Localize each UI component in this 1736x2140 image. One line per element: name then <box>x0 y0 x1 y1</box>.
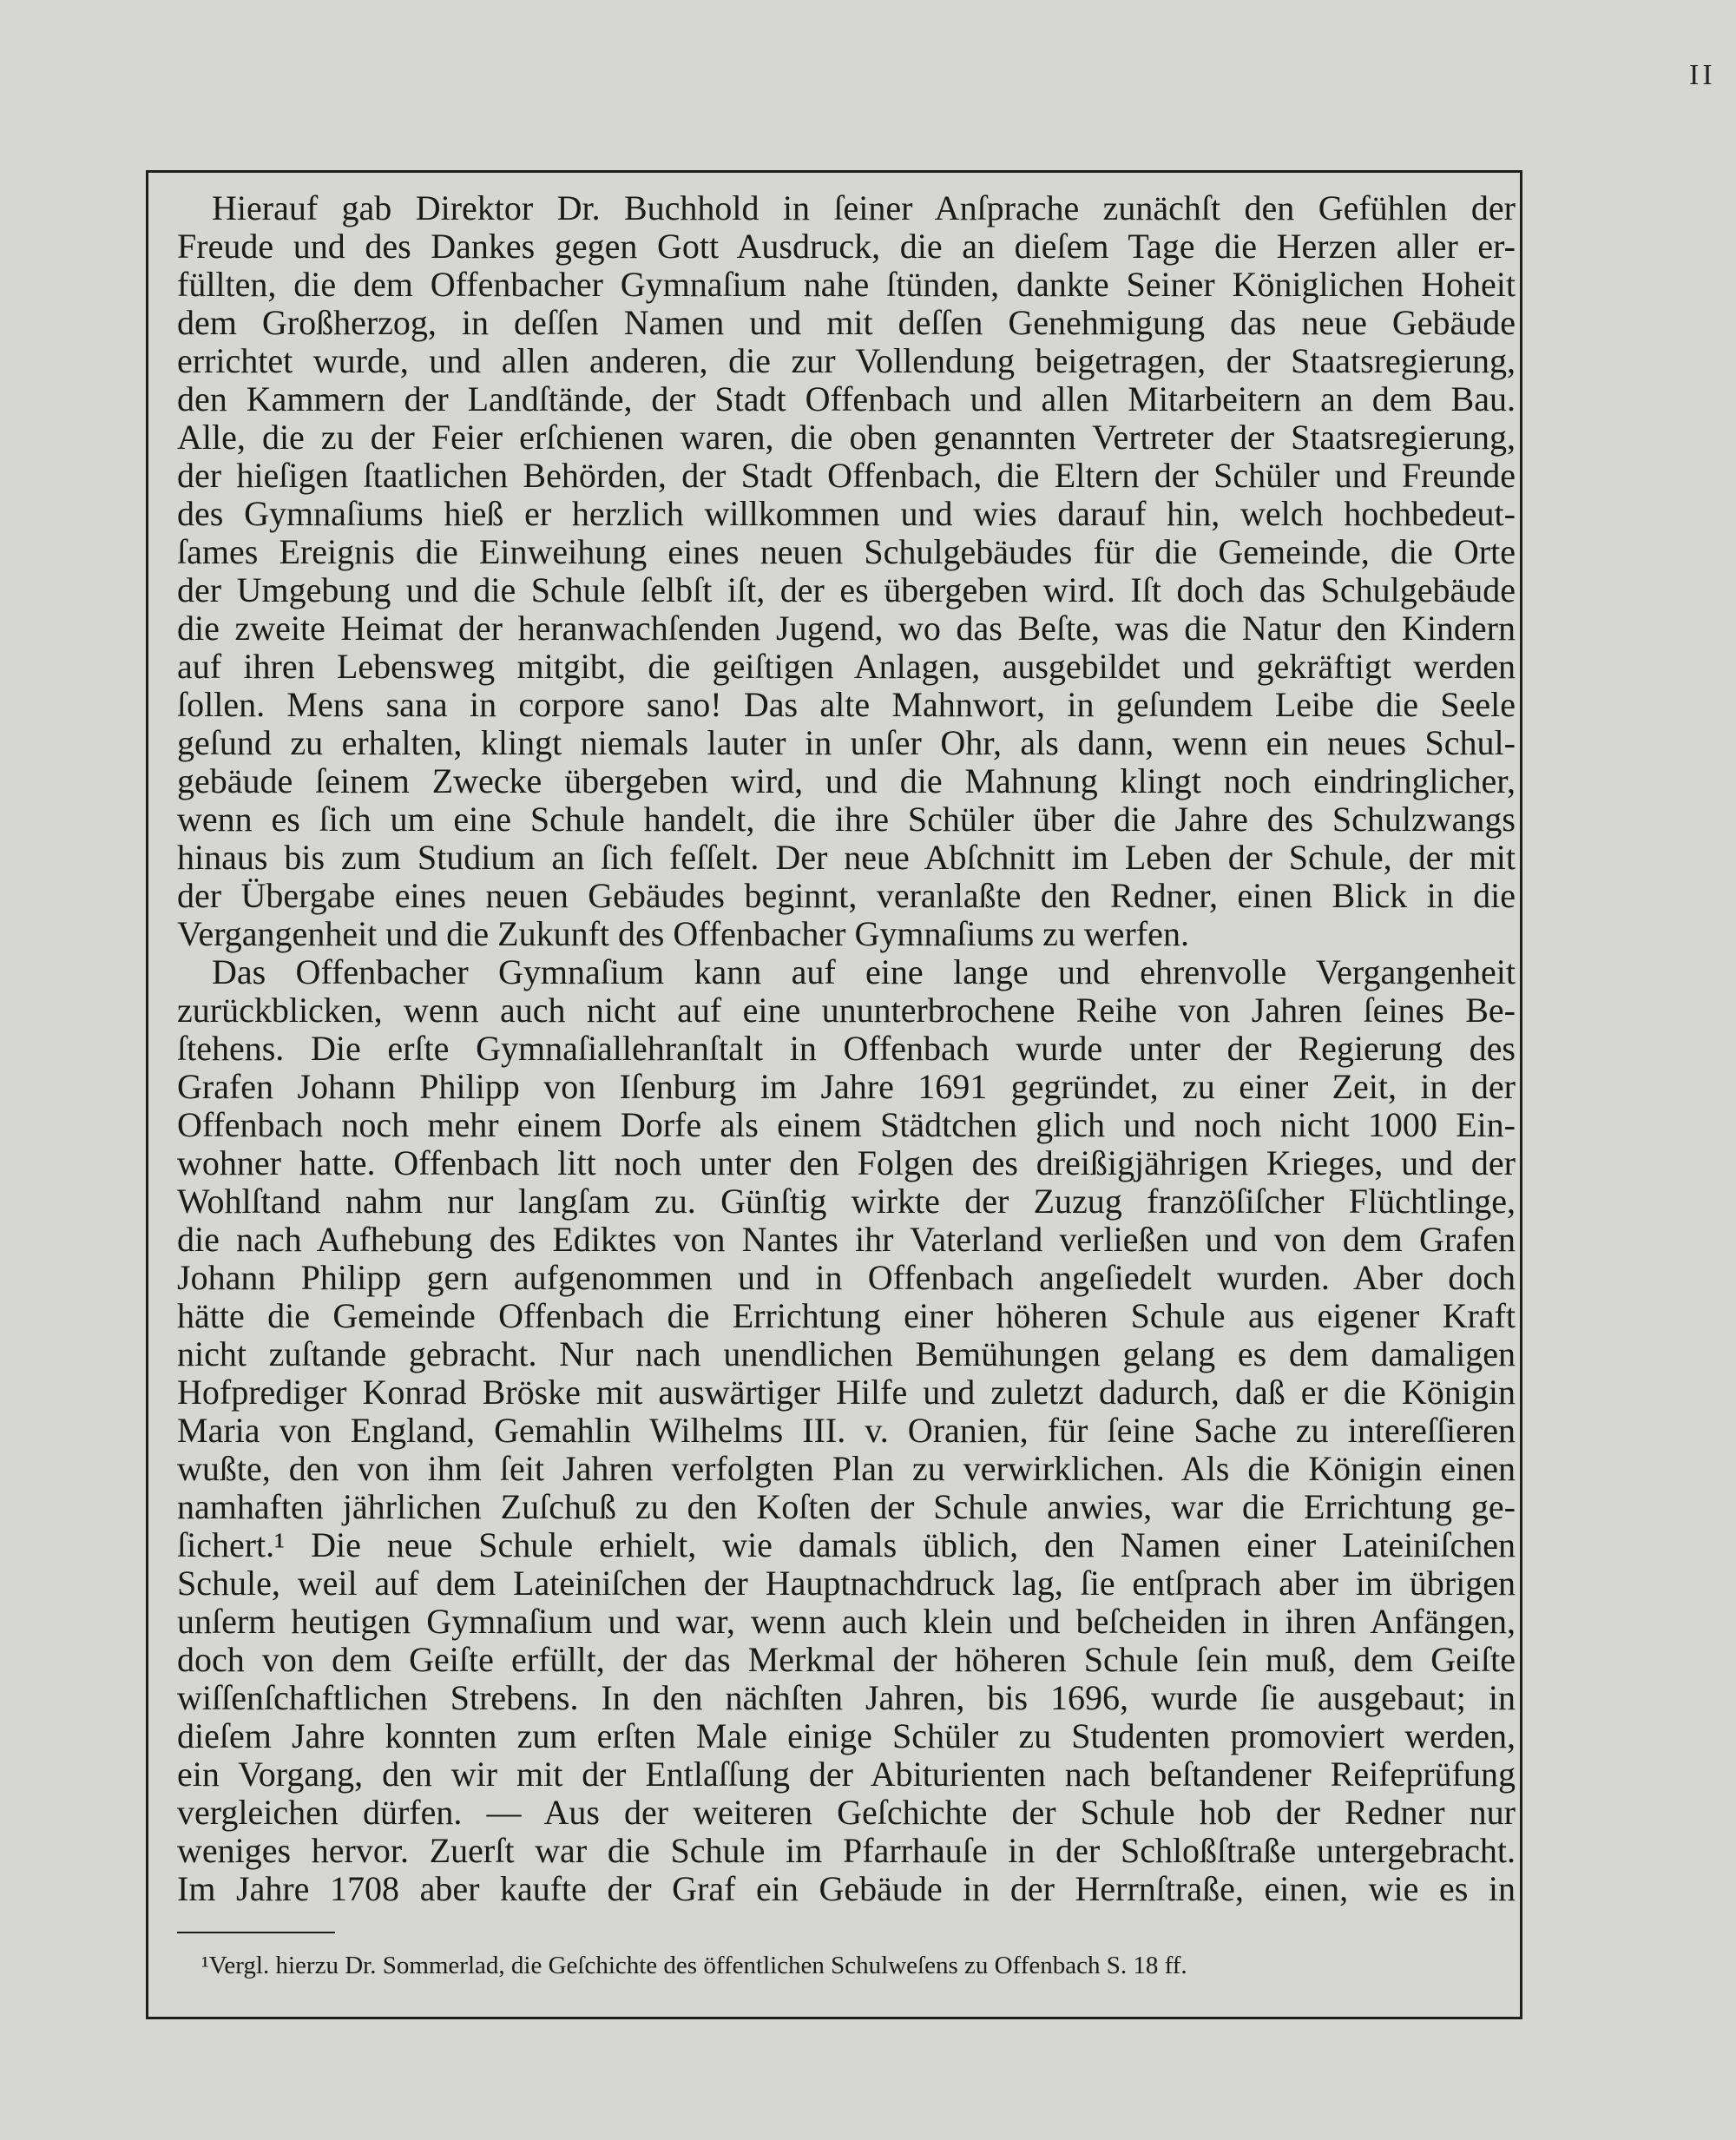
text-line: die nach Aufhebung des Ediktes von Nantes ihr Vaterland verließen und von dem Grafen <box>177 1221 1516 1259</box>
text-line: der hieſigen ſtaatlichen Behörden, der Stadt Offenbach, die Eltern der Schüler und Freunde <box>177 457 1516 495</box>
text-line: wohner hatte. Offenbach litt noch unter den Folgen des dreißigjährigen Krieges, und der <box>177 1144 1516 1182</box>
text-line: unſerm heutigen Gymnaſium und war, wenn auch klein und beſcheiden in ihren Anfängen, <box>177 1603 1516 1641</box>
text-line: Offenbach noch mehr einem Dorfe als einem Städtchen glich und noch nicht 1000 Ein- <box>177 1106 1516 1144</box>
text-line: weniges hervor. Zuerſt war die Schule im Pfarrhauſe in der Schloßſtraße untergebracht. <box>177 1832 1516 1870</box>
page-number: II <box>1689 59 1716 91</box>
footnote-rule <box>177 1932 335 1933</box>
text-line: dem Großherzog, in deſſen Namen und mit deſſen Genehmigung das neue Gebäude <box>177 304 1516 342</box>
text-line: den Kammern der Landſtände, der Stadt Offenbach und allen Mitarbeitern an dem Bau. <box>177 380 1516 418</box>
text-line: Das Offenbacher Gymnaſium kann auf eine lange und ehrenvolle Vergangenheit <box>212 953 1516 991</box>
text-line: Hierauf gab Direktor Dr. Buchhold in ſeiner Anſprache zunächſt den Gefühlen der <box>212 189 1516 227</box>
text-line: errichtet wurde, und allen anderen, die zur Vollendung beigetragen, der Staatsregierung, <box>177 342 1516 380</box>
text-line: hinaus bis zum Studium an ſich feſſelt. Der neue Abſchnitt im Leben der Schule, der mit <box>177 839 1516 877</box>
text-line: Maria von England, Gemahlin Wilhelms III. v. Oranien, für ſeine Sache zu intereſſieren <box>177 1412 1516 1450</box>
text-line: dieſem Jahre konnten zum erſten Male einige Schüler zu Studenten promoviert werden, <box>177 1717 1516 1755</box>
text-line: wußte, den von ihm ſeit Jahren verfolgten Plan zu verwirklichen. Als die Königin einen <box>177 1450 1516 1488</box>
text-line: des Gymnaſiums hieß er herzlich willkommen und wies darauf hin, welch hochbedeut- <box>177 495 1516 533</box>
text-line: Johann Philipp gern aufgenommen und in Offenbach angeſiedelt wurden. Aber doch <box>177 1259 1516 1297</box>
text-line: der Umgebung und die Schule ſelbſt iſt, der es übergeben wird. Iſt doch das Schulgebäude <box>177 571 1516 609</box>
text-line: Vergangenheit und die Zukunft des Offenbacher Gymnaſiums zu werfen. <box>177 915 1189 953</box>
text-line: ſtehens. Die erſte Gymnaſiallehranſtalt in Offenbach wurde unter der Regierung des <box>177 1030 1516 1068</box>
text-line: Schule, weil auf dem Lateiniſchen der Hauptnachdruck lag, ſie entſprach aber im übrigen <box>177 1564 1516 1603</box>
text-line: Freude und des Dankes gegen Gott Ausdruck, die an dieſem Tage die Herzen aller er- <box>177 227 1516 266</box>
text-line: füllten, die dem Offenbacher Gymnaſium nahe ſtünden, dankte Seiner Königlichen Hoheit <box>177 266 1516 304</box>
text-line: ſollen. Mens sana in corpore sano! Das alte Mahnwort, in geſundem Leibe die Seele <box>177 686 1516 724</box>
text-line: wenn es ſich um eine Schule handelt, die ihre Schüler über die Jahre des Schulzwangs <box>177 800 1516 839</box>
footnote: ¹Vergl. hierzu Dr. Sommerlad, die Geſchichte des öffentlichen Schulweſens zu Offenbach S. 18 ff. <box>201 1952 1187 1979</box>
text-line: vergleichen dürfen. — Aus der weiteren Geſchichte der Schule hob der Redner nur <box>177 1794 1516 1832</box>
text-line: nicht zuſtande gebracht. Nur nach unendlichen Bemühungen gelang es dem damaligen <box>177 1335 1516 1373</box>
text-line: die zweite Heimat der heranwachſenden Jugend, wo das Beſte, was die Natur den Kindern <box>177 609 1516 648</box>
text-line: Wohlſtand nahm nur langſam zu. Günſtig wirkte der Zuzug franzöſiſcher Flüchtlinge, <box>177 1182 1516 1221</box>
text-line: zurückblicken, wenn auch nicht auf eine ununterbrochene Reihe von Jahren ſeines Be- <box>177 991 1516 1030</box>
text-line: der Übergabe eines neuen Gebäudes beginnt, veranlaßte den Redner, einen Blick in die <box>177 877 1516 915</box>
text-line: auf ihren Lebensweg mitgibt, die geiſtigen Anlagen, ausgebildet und gekräftigt werden <box>177 648 1516 686</box>
text-line: geſund zu erhalten, klingt niemals lauter in unſer Ohr, als dann, wenn ein neues Schul- <box>177 724 1516 762</box>
text-line: doch von dem Geiſte erfüllt, der das Merkmal der höheren Schule ſein muß, dem Geiſte <box>177 1641 1516 1679</box>
text-line: Grafen Johann Philipp von Iſenburg im Jahre 1691 gegründet, zu einer Zeit, in der <box>177 1068 1516 1106</box>
text-line: gebäude ſeinem Zwecke übergeben wird, und die Mahnung klingt noch eindringlicher, <box>177 762 1516 800</box>
text-line: ein Vorgang, den wir mit der Entlaſſung der Abiturienten nach beſtandener Reifeprüfung <box>177 1755 1516 1794</box>
text-line: ſichert.¹ Die neue Schule erhielt, wie damals üblich, den Namen einer Lateiniſchen <box>177 1526 1516 1564</box>
text-line: Alle, die zu der Feier erſchienen waren, die oben genannten Vertreter der Staatsregierung, <box>177 418 1516 457</box>
text-line: Im Jahre 1708 aber kaufte der Graf ein Gebäude in der Herrnſtraße, einen, wie es in <box>177 1870 1516 1908</box>
text-line: namhaften jährlichen Zuſchuß zu den Koſten der Schule anwies, war die Errichtung ge- <box>177 1488 1516 1526</box>
text-line: ſames Ereignis die Einweihung eines neuen Schulgebäudes für die Gemeinde, die Orte <box>177 533 1516 571</box>
text-line: wiſſenſchaftlichen Strebens. In den nächſten Jahren, bis 1696, wurde ſie ausgebaut; in <box>177 1679 1516 1717</box>
text-line: hätte die Gemeinde Offenbach die Errichtung einer höheren Schule aus eigener Kraft <box>177 1297 1516 1335</box>
text-line: Hofprediger Konrad Bröske mit auswärtiger Hilfe und zuletzt dadurch, daß er die Königin <box>177 1373 1516 1412</box>
